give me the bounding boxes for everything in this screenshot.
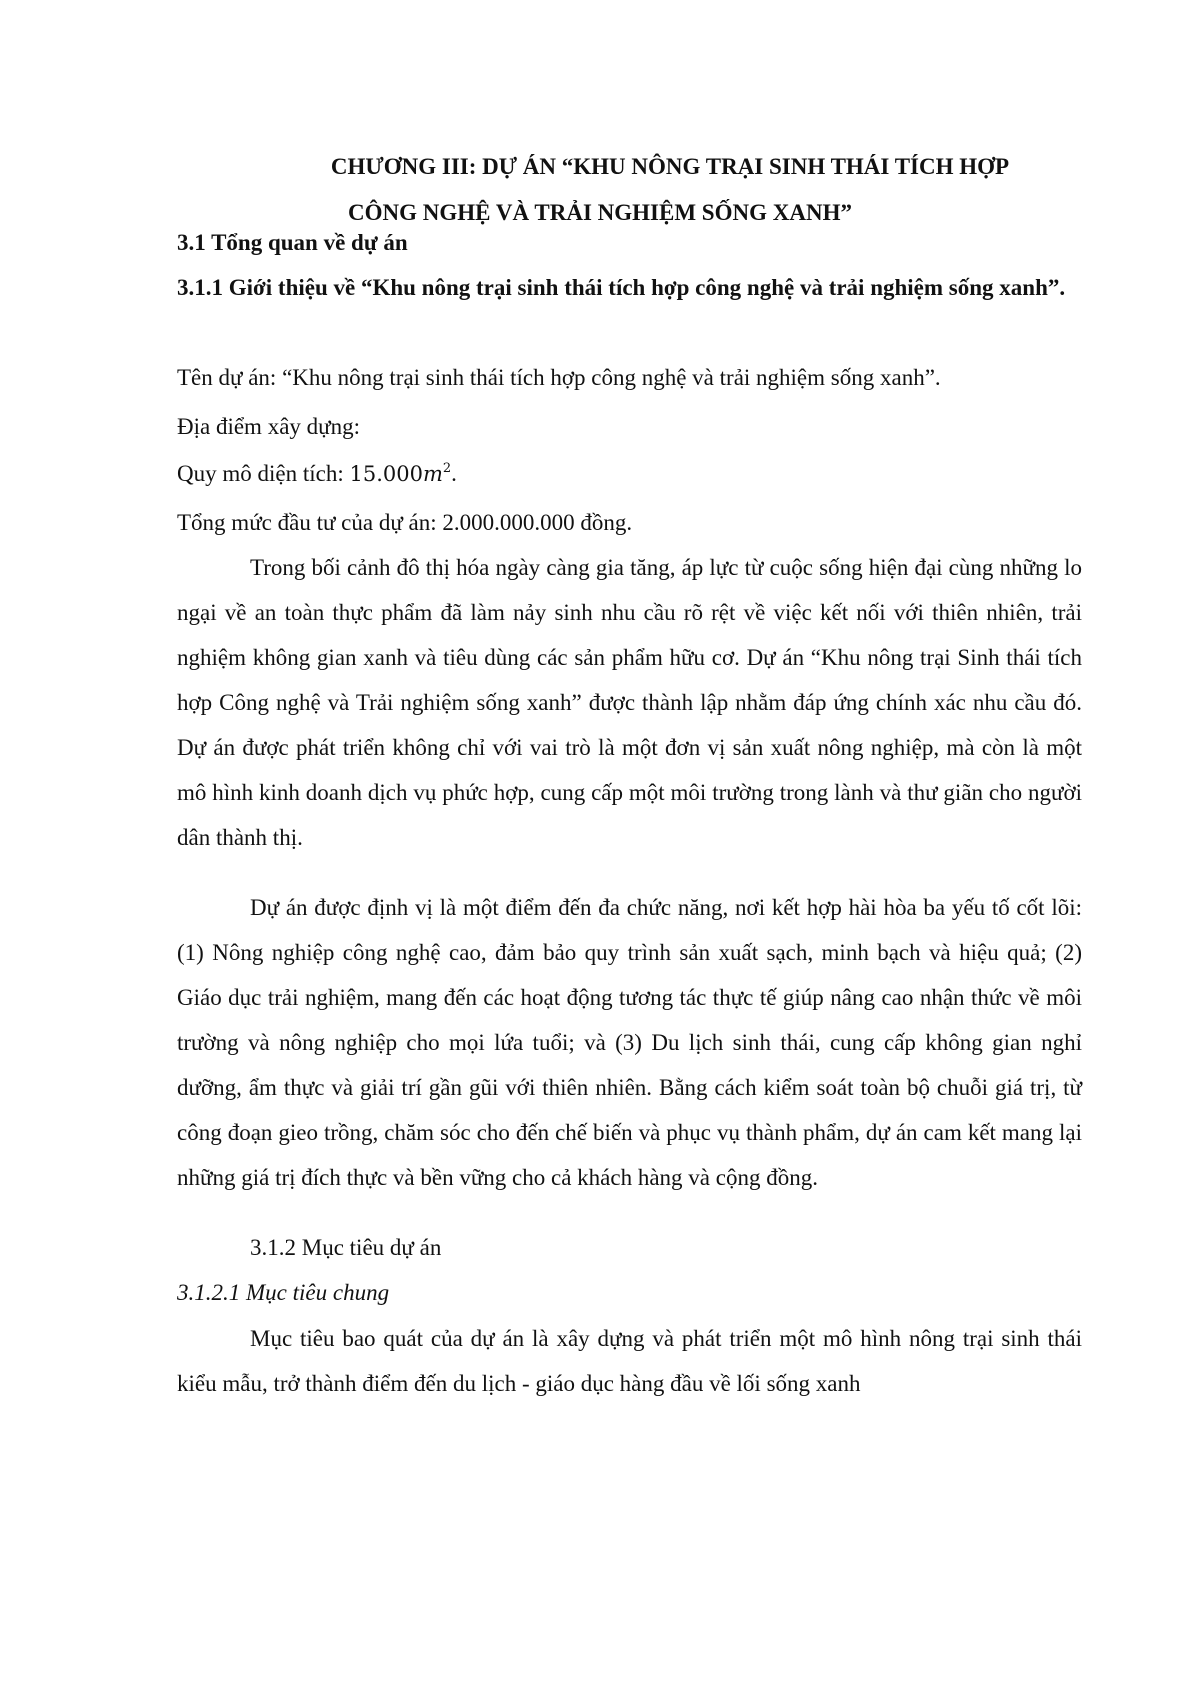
section-heading-3-1-1: 3.1.1 Giới thiệu về “Khu nông trại sinh thái tích hợp công nghệ và trải nghiệm sống xanh”. <box>177 275 1066 300</box>
area-line <box>177 451 1082 497</box>
intro-paragraph-2: Dự án được định vị là một điểm đến đa chức năng, nơi kết hợp hài hòa ba yếu tố cốt lõi: (1) Nông nghiệp công nghệ cao, đảm bảo quy trình sản xuất sạch, minh bạch và hiệu quả; (2) Giáo dục trải nghiệm, mang đến các hoạt động tương tác thực tế giúp nâng cao nhận thức về môi trường và nông nghiệp cho mọi lứa tuổi; và (3) Du lịch sinh thái, cung cấp không gian nghỉ dưỡng, ẩm thực và giải trí gần gũi với thiên nhiên. Bằng cách kiểm soát toàn bộ chuỗi giá trị, từ công đoạn gieo trồng, chăm sóc cho đến chế biến và phục vụ thành phẩm, dự án cam kết mang lại những giá trị đích thực và bền vững cho cả khách hàng và cộng đồng. <box>177 895 1082 1190</box>
intro-paragraph-1: Trong bối cảnh đô thị hóa ngày càng gia tăng, áp lực từ cuộc sống hiện đại cùng những lo ngại về an toàn thực phẩm đã làm nảy sinh nhu cầu rõ rệt về việc kết nối với thiên nhiên, trải nghiệm không gian xanh và tiêu dùng các sản phẩm hữu cơ. Dự án “Khu nông trại Sinh thái tích hợp Công nghệ và Trải nghiệm sống xanh” được thành lập nhằm đáp ứng chính xác nhu cầu đó. Dự án được phát triển không chỉ với vai trò là một đơn vị sản xuất nông nghiệp, mà còn là một mô hình kinh doanh dịch vụ phức hợp, cung cấp một môi trường trong lành và thư giãn cho người dân thành thị. <box>177 555 1082 850</box>
sub-heading-3-1-2-1: 3.1.2.1 Mục tiêu chung <box>177 1280 390 1305</box>
area-label: Quy mô diện tích: <box>177 461 344 486</box>
location-label: Địa điểm xây dựng: <box>177 414 361 439</box>
chapter-title-line-1: CHƯƠNG III: DỰ ÁN “KHU NÔNG TRẠI SINH THÁI TÍCH HỢP <box>330 154 1010 179</box>
investment-line: Tổng mức đầu tư của dự án: 2.000.000.000 đồng. <box>177 510 633 535</box>
area-unit: m <box>422 462 443 486</box>
chapter-title-line-2: CÔNG NGHỆ VÀ TRẢI NGHIỆM SỐNG XANH” <box>348 200 852 225</box>
area-suffix: . <box>451 461 457 486</box>
section-heading-3-1: 3.1 Tổng quan về dự án <box>177 230 408 255</box>
section-heading-3-1-2: 3.1.2 Mục tiêu dự án <box>250 1235 442 1260</box>
area-value: 15.000 <box>349 462 423 486</box>
goal-paragraph: Mục tiêu bao quát của dự án là xây dựng và phát triển một mô hình nông trại sinh thái kiểu mẫu, trở thành điểm đến du lịch - giáo dục hàng đầu về lối sống xanh <box>177 1326 1082 1396</box>
project-name: Tên dự án: “Khu nông trại sinh thái tích hợp công nghệ và trải nghiệm sống xanh”. <box>177 365 941 390</box>
area-formula <box>349 462 451 486</box>
area-exponent: 2 <box>442 461 452 476</box>
